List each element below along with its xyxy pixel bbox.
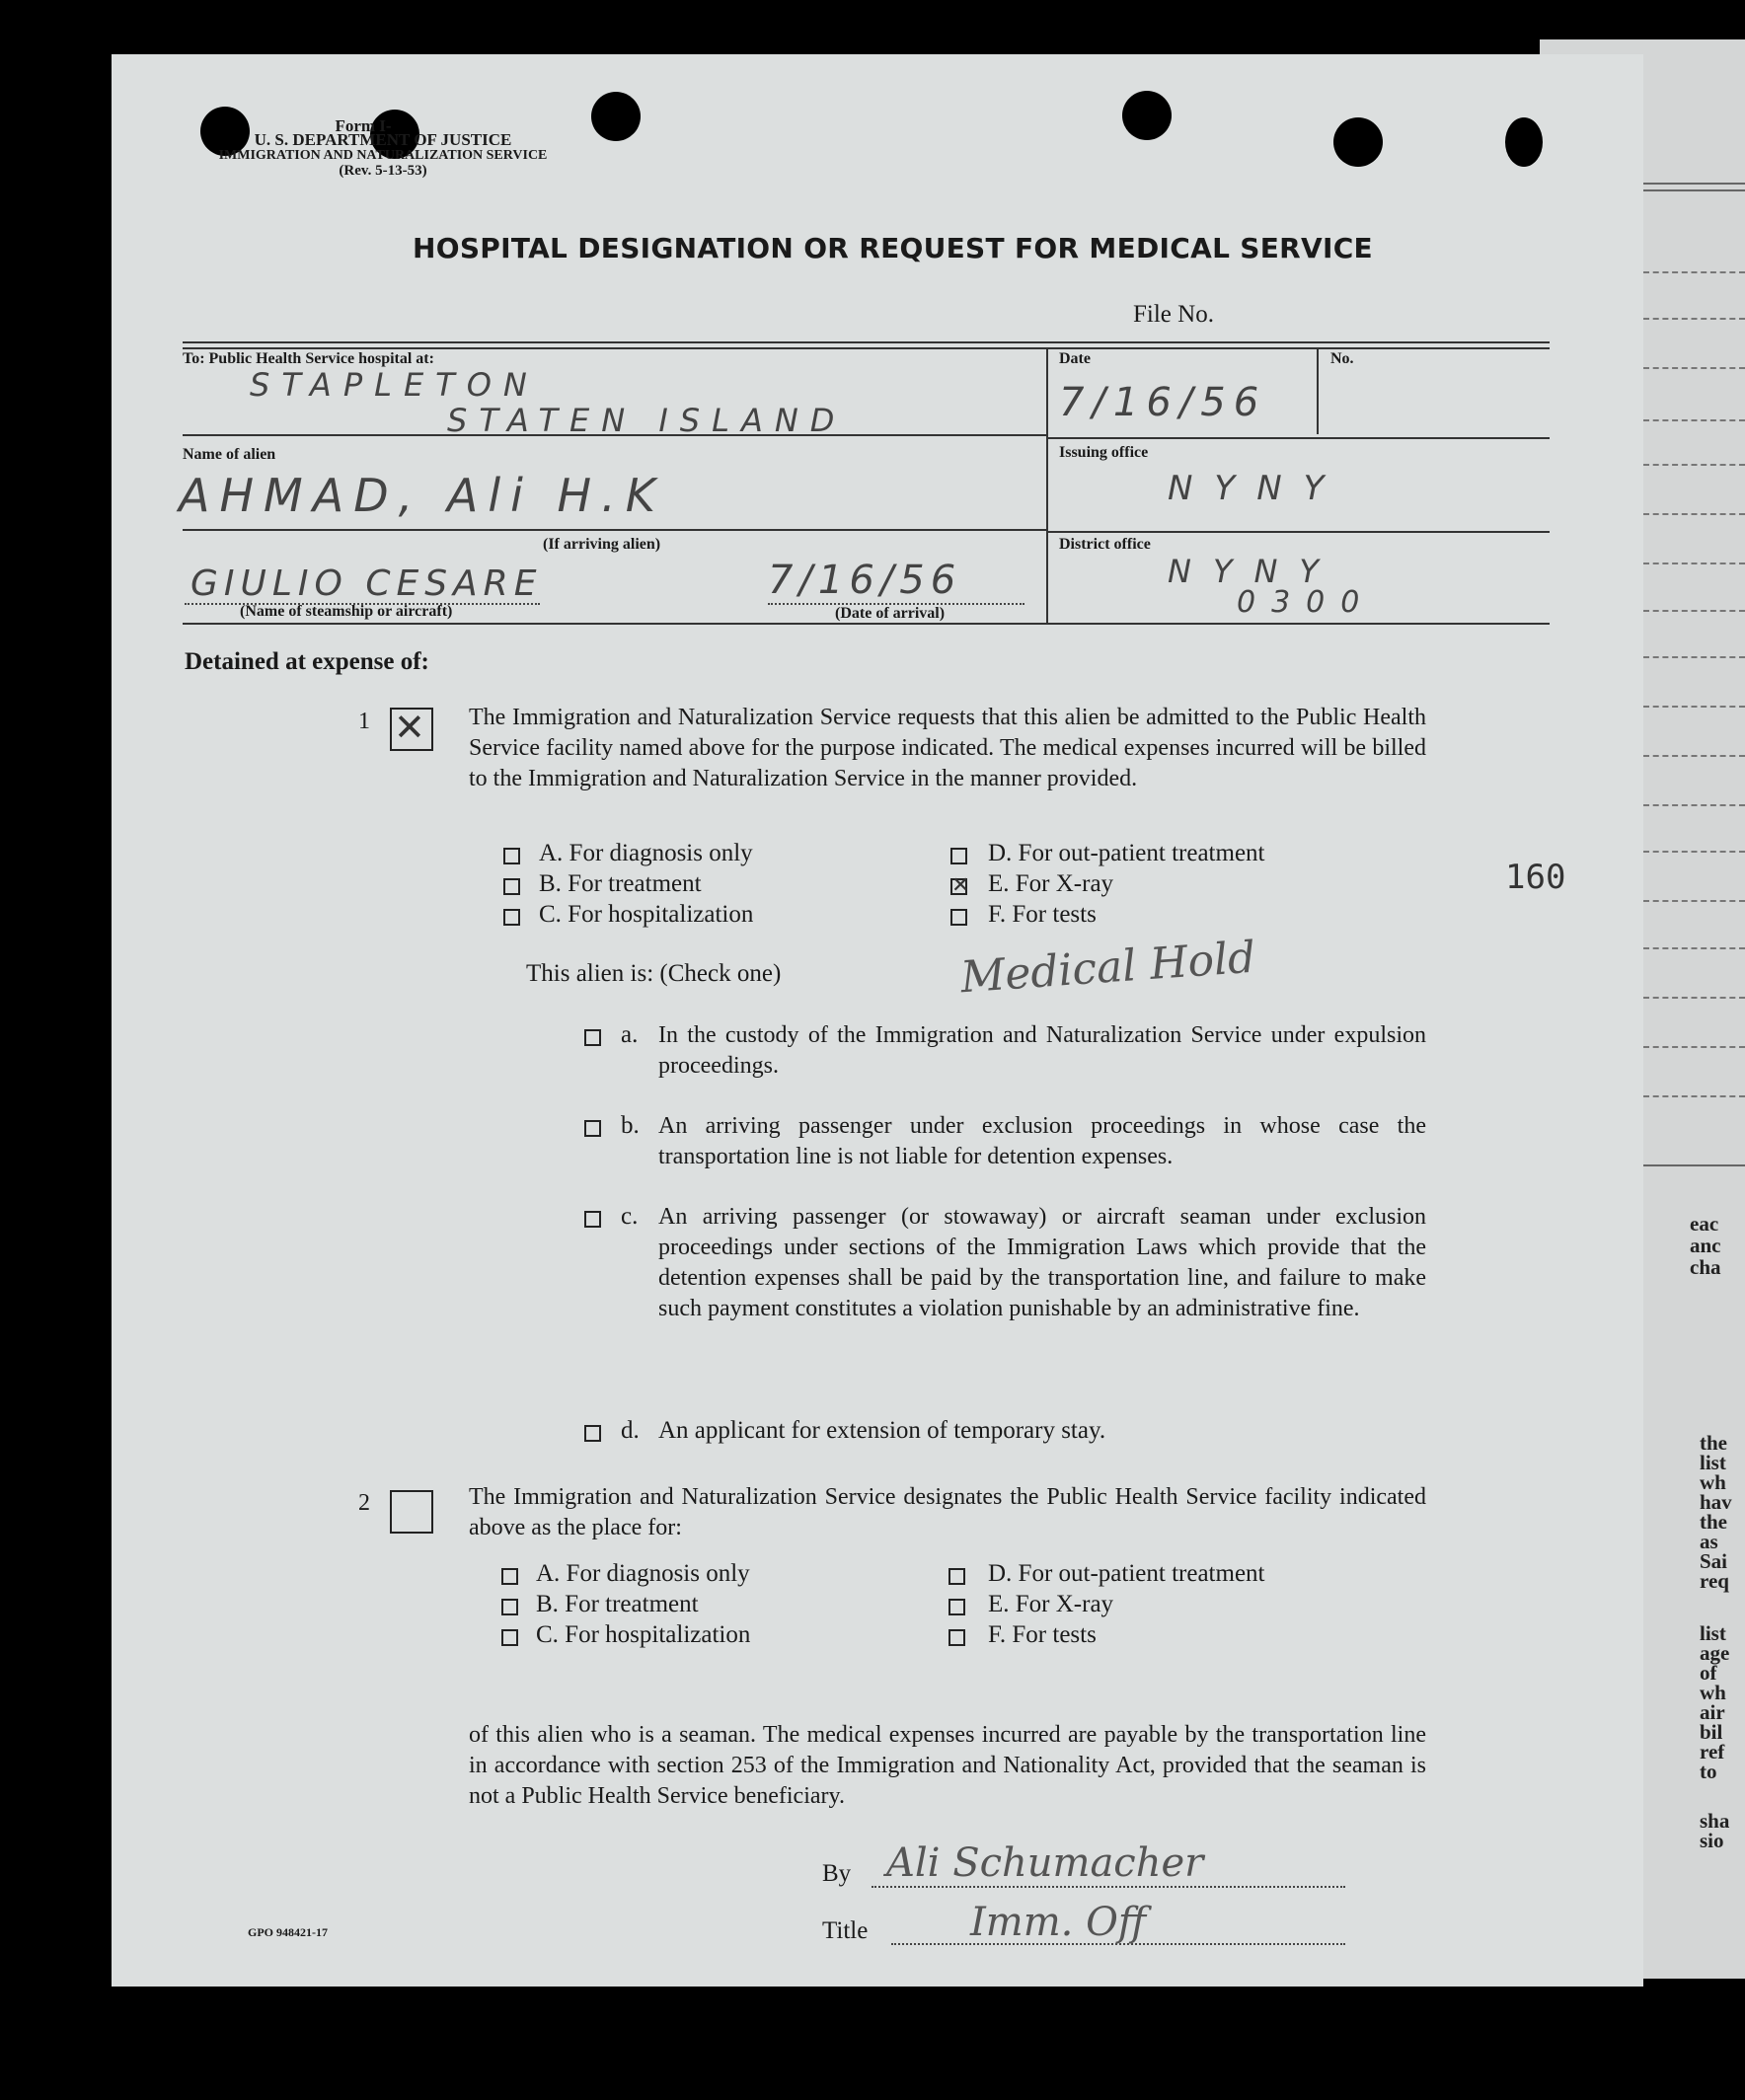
back-dash — [1643, 562, 1745, 564]
option-1e: E. For X-ray — [988, 870, 1114, 897]
punch-hole — [1122, 91, 1172, 140]
back-fragment: wh — [1700, 1470, 1726, 1494]
back-dash — [1643, 706, 1745, 708]
gpo-code: GPO 948421-17 — [248, 1925, 328, 1939]
back-fragment: as — [1700, 1530, 1718, 1553]
punch-hole — [591, 92, 641, 141]
checkbox-status-c[interactable] — [584, 1211, 601, 1228]
back-fragment: age — [1700, 1641, 1730, 1665]
back-fragment: bil — [1700, 1720, 1723, 1744]
back-fragment: the — [1700, 1431, 1727, 1455]
handwritten-note: Medical Hold — [958, 932, 1257, 1004]
steamship-value: GIULIO CESARE — [190, 563, 543, 604]
district-office-value: NYNY — [1168, 553, 1340, 590]
to-hospital-label: To: Public Health Service hospital at: — [183, 350, 434, 367]
checkbox-2c[interactable] — [501, 1629, 518, 1646]
status-d-text: An applicant for extension of temporary stay. — [658, 1417, 1106, 1444]
back-fragment: req — [1700, 1569, 1729, 1593]
by-label: By — [822, 1860, 852, 1887]
alien-name-value: AHMAD, Ali H.K — [179, 469, 665, 522]
section-2-checkbox[interactable] — [390, 1490, 433, 1534]
box-divider — [1046, 347, 1048, 623]
status-a-text: In the custody of the Immigration and Naturalization Service under expulsion proceedings. — [658, 1022, 1426, 1079]
back-fragment: list — [1700, 1621, 1726, 1645]
checkbox-2a[interactable] — [501, 1568, 518, 1585]
box-bottom-rule — [183, 623, 1550, 625]
option-1b: B. For treatment — [539, 870, 702, 897]
back-fragment: air — [1700, 1700, 1725, 1724]
service-name: IMMIGRATION AND NATURALIZATION SERVICE — [218, 148, 548, 163]
checkbox-2d[interactable] — [948, 1568, 965, 1585]
check-mark-icon: ✕ — [951, 873, 970, 898]
date-value: 7/16/56 — [1059, 380, 1267, 425]
back-fragment: list — [1700, 1451, 1726, 1474]
arrival-date-label: (Date of arrival) — [835, 605, 946, 622]
status-b-text: An arriving passenger under exclusion proceedings in whose case the transportation line is not liable for detention expenses. — [658, 1113, 1426, 1169]
status-b-letter: b. — [621, 1112, 640, 1139]
option-2d: D. For out-patient treatment — [988, 1560, 1265, 1587]
back-rule — [1643, 189, 1745, 191]
back-fragment: anc — [1690, 1234, 1721, 1257]
status-c-letter: c. — [621, 1203, 639, 1230]
checkbox-1f[interactable] — [950, 909, 967, 926]
box-top-rule — [183, 341, 1550, 343]
option-2e: E. For X-ray — [988, 1591, 1114, 1617]
back-rule — [1643, 1164, 1745, 1166]
field-rule — [1048, 437, 1550, 439]
back-fragment: sha — [1700, 1809, 1730, 1833]
option-2b: B. For treatment — [536, 1591, 699, 1617]
form-revision: (Rev. 5-13-53) — [339, 163, 427, 179]
back-dash — [1643, 610, 1745, 612]
checkbox-1e[interactable] — [950, 873, 970, 898]
department-name: U. S. DEPARTMENT OF JUSTICE — [254, 130, 512, 149]
status-c-text: An arriving passenger (or stowaway) or aircraft seaman under exclusion proceedings under sections of the Immigration Laws which provide that the detention expenses shall be paid by the transportation line, and failure to make such payment constitutes a violation punishable by an administrative fine. — [658, 1204, 1426, 1321]
back-fragment: hav — [1700, 1490, 1732, 1514]
date-label: Date — [1059, 350, 1091, 367]
section-2-footer: of this alien who is a seaman. The medical expenses incurred are payable by the transportation line in accordance with section 253 of the Immigration and Nationality Act, provided that the seaman is not a Public Health Service beneficiary. — [469, 1722, 1426, 1809]
check-mark-icon: ✕ — [394, 706, 425, 749]
hospital-value-line2: STATEN ISLAND — [447, 402, 847, 439]
section-1-number: 1 — [358, 709, 370, 734]
number-label: No. — [1330, 350, 1354, 367]
field-rule — [183, 529, 1048, 531]
option-1a: A. For diagnosis only — [539, 840, 753, 866]
section-1-text: The Immigration and Naturalization Service requests that this alien be admitted to the Public Health Service facility named above for the purpose indicated. The medical expenses incurred will be billed to the Immigration and Naturalization Service in the manner provided. — [469, 705, 1426, 791]
if-arriving-label: (If arriving alien) — [543, 536, 661, 553]
box-top-rule — [183, 347, 1550, 349]
detained-label: Detained at expense of: — [185, 648, 429, 675]
punch-hole — [1333, 117, 1383, 167]
back-fragment: of — [1700, 1661, 1717, 1685]
checkbox-1c[interactable] — [503, 909, 520, 926]
issuing-office-label: Issuing office — [1059, 444, 1149, 461]
section-2-number: 2 — [358, 1490, 370, 1516]
status-d-letter: d. — [621, 1417, 640, 1444]
status-a-letter: a. — [621, 1021, 639, 1048]
back-dash — [1643, 1046, 1745, 1048]
back-dash — [1643, 367, 1745, 369]
back-dash — [1643, 997, 1745, 999]
back-dash — [1643, 900, 1745, 902]
back-dash — [1643, 419, 1745, 421]
back-dash — [1643, 1095, 1745, 1097]
back-dash — [1643, 318, 1745, 320]
back-fragment: ref — [1700, 1740, 1725, 1763]
option-1c: C. For hospitalization — [539, 901, 754, 928]
back-dash — [1643, 851, 1745, 853]
signature-value[interactable]: Ali Schumacher — [886, 1840, 1204, 1886]
field-rule — [1048, 531, 1550, 533]
back-dash — [1643, 656, 1745, 658]
by-line — [872, 1886, 1345, 1888]
back-fragment: the — [1700, 1510, 1727, 1534]
back-dash — [1643, 513, 1745, 515]
option-1d: D. For out-patient treatment — [988, 840, 1265, 866]
option-1f: F. For tests — [988, 901, 1097, 928]
margin-number: 160 — [1505, 858, 1566, 897]
form-number: Form I- — [335, 116, 392, 135]
back-fragment: Sai — [1700, 1549, 1728, 1573]
checkbox-2f[interactable] — [948, 1629, 965, 1646]
back-fragment: sio — [1700, 1829, 1724, 1852]
option-2a: A. For diagnosis only — [536, 1560, 750, 1587]
steamship-label: (Name of steamship or aircraft) — [240, 603, 453, 620]
back-dash — [1643, 755, 1745, 757]
form-page — [112, 54, 1643, 1987]
file-no-label: File No. — [1133, 301, 1214, 328]
checkbox-1b[interactable] — [503, 878, 520, 895]
punch-hole — [1505, 117, 1543, 167]
back-dash — [1643, 271, 1745, 273]
box-divider — [1317, 347, 1319, 434]
back-fragment: eac — [1690, 1212, 1719, 1236]
checkbox-status-a[interactable] — [584, 1029, 601, 1046]
back-dash — [1643, 804, 1745, 806]
back-rule — [1643, 183, 1745, 185]
issuing-office-value: NYNY — [1168, 469, 1346, 508]
title-label: Title — [822, 1917, 869, 1944]
back-dash — [1643, 947, 1745, 949]
checkbox-2e[interactable] — [948, 1599, 965, 1615]
title-value[interactable]: Imm. Off — [970, 1900, 1147, 1945]
district-office-code: 0300 — [1237, 585, 1376, 620]
section-2-text: The Immigration and Naturalization Service designates the Public Health Service facility indicated above as the place for: — [469, 1484, 1426, 1540]
option-2f: F. For tests — [988, 1621, 1097, 1648]
page-title: HOSPITAL DESIGNATION OR REQUEST FOR MEDICAL SERVICE — [413, 232, 1373, 264]
checkbox-status-b[interactable] — [584, 1120, 601, 1137]
checkbox-2b[interactable] — [501, 1599, 518, 1615]
district-office-label: District office — [1059, 536, 1151, 553]
back-dash — [1643, 464, 1745, 466]
back-fragment: wh — [1700, 1681, 1726, 1704]
hospital-value: STAPLETON — [250, 366, 539, 404]
alien-status-label: This alien is: (Check one) — [526, 960, 782, 987]
checkbox-1d[interactable] — [950, 848, 967, 864]
checkbox-status-d[interactable] — [584, 1425, 601, 1442]
checkbox-1a[interactable] — [503, 848, 520, 864]
alien-name-label: Name of alien — [183, 446, 276, 463]
arrival-date-value: 7/16/56 — [768, 558, 962, 603]
back-fragment: to — [1700, 1760, 1717, 1783]
option-2c: C. For hospitalization — [536, 1621, 751, 1648]
back-fragment: cha — [1690, 1255, 1721, 1279]
section-1-checkbox[interactable] — [390, 708, 433, 751]
